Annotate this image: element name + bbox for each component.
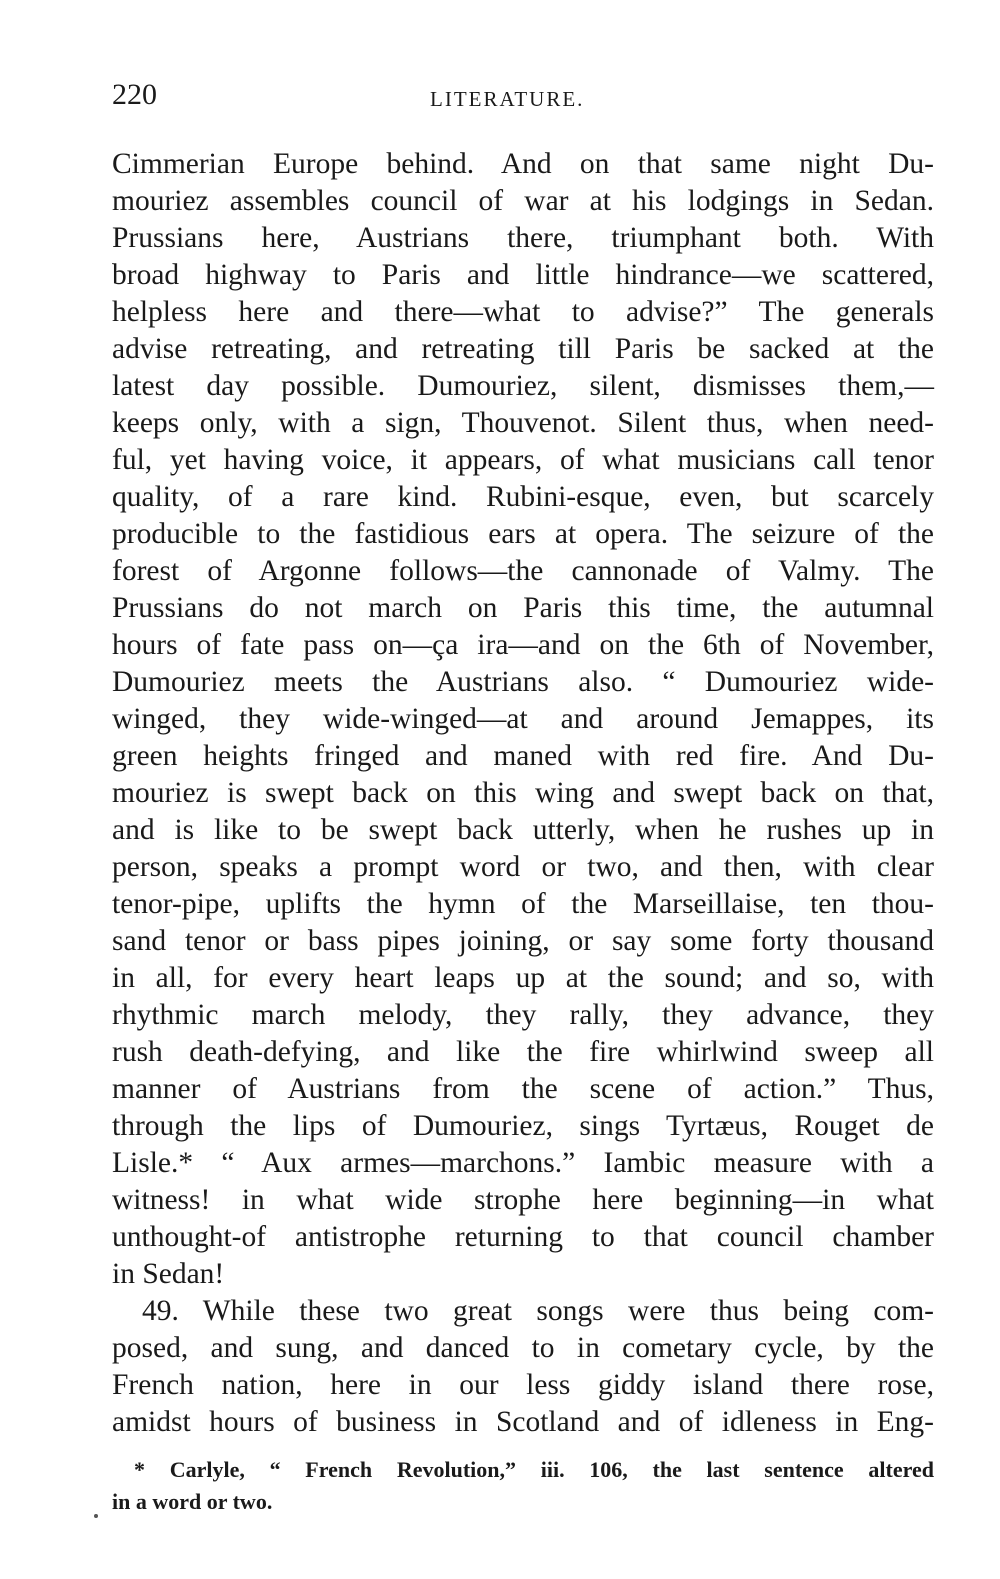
text-line: posed, and sung, and danced to in cometary cycle, by the [112,1332,934,1364]
text-line: in Sedan! [112,1258,225,1290]
text-line: in all, for every heart leaps up at the sound; and so, with [112,962,934,994]
text-line: mouriez is swept back on this wing and swept back on that, [112,777,934,809]
text-line: broad highway to Paris and little hindrance—we scattered, [112,259,934,291]
page-number: 220 [112,78,157,111]
text-line: hours of fate pass on—ça ira—and on the 6th of November, [112,629,934,661]
text-line: Prussians here, Austrians there, triumphant both. With [112,222,934,254]
text-line: forest of Argonne follows—the cannonade of Valmy. The [112,555,934,587]
print-speck [94,1514,98,1518]
footnote-line: in a word or two. [112,1489,273,1514]
text-line: quality, of a rare kind. Rubini-esque, even, but scarcely [112,481,934,513]
text-line: and is like to be swept back utterly, when he rushes up in [112,814,934,846]
text-line: producible to the fastidious ears at opera. The seizure of the [112,518,934,550]
text-line: advise retreating, and retreating till Paris be sacked at the [112,333,934,365]
paragraph-start-line: 49. While these two great songs were thus being com- [142,1295,934,1327]
footnote-line: * Carlyle, “ French Revolution,” iii. 106, the last sentence altered [134,1457,934,1482]
text-line: latest day possible. Dumouriez, silent, dismisses them,— [112,370,934,402]
text-line: witness! in what wide strophe here beginning—in what [112,1184,934,1216]
text-line: Cimmerian Europe behind. And on that same night Du- [112,148,934,180]
text-line: through the lips of Dumouriez, sings Tyrtæus, Rouget de [112,1110,934,1142]
text-line: mouriez assembles council of war at his lodgings in Sedan. [112,185,934,217]
text-line: keeps only, with a sign, Thouvenot. Silent thus, when need- [112,407,934,439]
text-line: green heights fringed and maned with red fire. And Du- [112,740,934,772]
text-line: rush death-defying, and like the fire whirlwind sweep all [112,1036,934,1068]
text-line: helpless here and there—what to advise?” The generals [112,296,934,328]
text-line: person, speaks a prompt word or two, and then, with clear [112,851,934,883]
text-line: Lisle.* “ Aux armes—marchons.” Iambic measure with a [112,1147,934,1179]
text-line: French nation, here in our less giddy island there rose, [112,1369,934,1401]
text-line: amidst hours of business in Scotland and of idleness in Eng- [112,1406,934,1438]
running-head: LITERATURE. [430,87,585,111]
text-line: winged, they wide-winged—at and around Jemappes, its [112,703,934,735]
text-line: sand tenor or bass pipes joining, or say some forty thousand [112,925,934,957]
text-line: ful, yet having voice, it appears, of what musicians call tenor [112,444,934,476]
text-line: unthought-of antistrophe returning to that council chamber [112,1221,934,1253]
footnote [112,1454,934,1518]
text-line: Prussians do not march on Paris this time, the autumnal [112,592,934,624]
text-line: rhythmic march melody, they rally, they advance, they [112,999,934,1031]
body-text [112,146,934,1441]
text-line: tenor-pipe, uplifts the hymn of the Marseillaise, ten thou- [112,888,934,920]
text-line: Dumouriez meets the Austrians also. “ Dumouriez wide- [112,666,934,698]
text-line: manner of Austrians from the scene of action.” Thus, [112,1073,934,1105]
